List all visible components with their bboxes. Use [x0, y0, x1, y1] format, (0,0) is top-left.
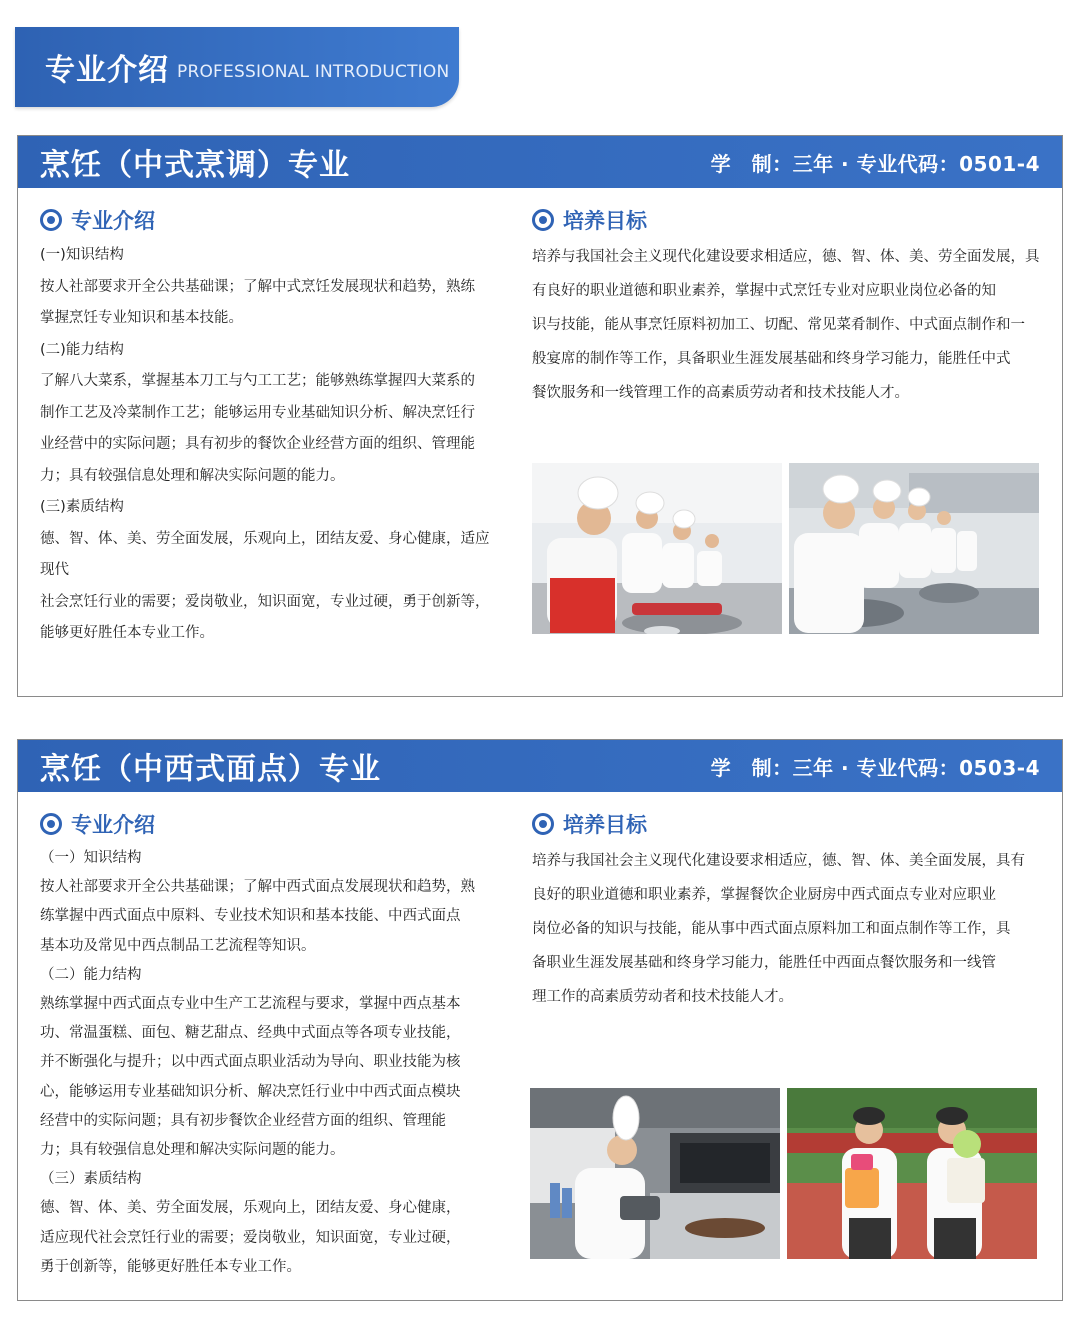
major-card-pastry — [17, 739, 1063, 1301]
intro-column — [40, 810, 500, 1282]
text-line: 力；具有较强信息处理和解决实际问题的能力。 — [40, 1142, 345, 1159]
intro-heading-label: 专业介绍 — [71, 209, 155, 233]
section-header-tab — [15, 27, 459, 107]
section-title-zh: 专业介绍 — [45, 53, 169, 88]
text-line: 基本功及常见中西点制品工艺流程等知识。 — [40, 937, 316, 954]
major-card-chinese-cooking — [17, 135, 1063, 697]
intro-heading — [40, 810, 500, 838]
text-line: （一）知识结构 — [40, 850, 142, 866]
target-circle-icon — [40, 813, 62, 835]
target-circle-icon — [40, 209, 62, 231]
intro-column — [40, 206, 500, 650]
text-line: 按人社部要求开全公共基础课；了解中西式面点发展现状和趋势，熟 — [40, 879, 475, 896]
major-meta: 学 制：三年 · 专业代码：0501-4 — [710, 151, 1040, 176]
text-line: 备职业生涯发展基础和终身学习能力，能胜任中西面点餐饮服务和一线管 — [532, 955, 996, 971]
intro-heading-label: 专业介绍 — [71, 813, 155, 837]
text-line: （三）素质结构 — [40, 1171, 142, 1188]
text-line: 并不断强化与提升；以中西式面点职业活动为导向、职业技能为核 — [40, 1054, 461, 1071]
text-line: 经营中的实际问题；具有初步餐饮企业经营方面的组织、管理能 — [40, 1112, 446, 1129]
intro-text — [40, 240, 500, 650]
photo-students-wok — [789, 463, 1039, 634]
photo-students-cutting — [532, 463, 782, 634]
text-line: 熟练掌握中西式面点专业中生产工艺流程与要求，掌握中西点基本 — [40, 996, 461, 1013]
text-line: (一)知识结构 — [40, 247, 124, 263]
text-line: 良好的职业道德和职业素养，掌握餐饮企业厨房中西式面点专业对应职业 — [532, 887, 996, 903]
text-line: 功、常温蛋糕、面包、糖艺甜点、经典中式面点等各项专业技能， — [40, 1025, 461, 1042]
goal-heading — [532, 206, 1042, 234]
text-line: (三)素质结构 — [40, 499, 124, 515]
text-line: 能够更好胜任本专业工作。 — [40, 625, 214, 641]
major-title-bar — [18, 136, 1062, 188]
goal-heading-label: 培养目标 — [563, 209, 647, 233]
text-line: 培养与我国社会主义现代化建设要求相适应，德、智、体、美、劳全面发展，具 — [532, 249, 1040, 265]
target-circle-icon — [532, 209, 554, 231]
text-line: 般宴席的制作等工作，具备职业生涯发展基础和终身学习能力，能胜任中式 — [532, 351, 1011, 367]
goal-column — [532, 206, 1042, 410]
goal-heading-label: 培养目标 — [563, 813, 647, 837]
text-line: 练掌握中西式面点中原料、专业技术知识和基本技能、中西式面点 — [40, 908, 461, 925]
text-line: 勇于创新等，能够更好胜任本专业工作。 — [40, 1258, 301, 1275]
text-line: 了解八大菜系，掌握基本刀工与勺工工艺；能够熟练掌握四大菜系的 — [40, 373, 475, 389]
text-line: 理工作的高素质劳动者和技术技能人才。 — [532, 989, 793, 1005]
text-line: 社会烹饪行业的需要；爱岗敬业，知识面宽，专业过硬，勇于创新等， — [40, 593, 490, 610]
goal-text — [532, 240, 1042, 410]
photo-students-cakes — [787, 1088, 1037, 1259]
major-meta: 学 制：三年 · 专业代码：0503-4 — [710, 755, 1040, 780]
goal-column — [532, 810, 1042, 1014]
section-title-en: PROFESSIONAL INTRODUCTION — [177, 62, 450, 82]
text-line: 识与技能，能从事烹饪原料初加工、切配、常见菜肴制作、中式面点制作和一 — [532, 317, 1025, 333]
target-circle-icon — [532, 813, 554, 835]
text-line: 按人社部要求开全公共基础课；了解中式烹饪发展现状和趋势，熟练 — [40, 278, 475, 295]
text-line: 适应现代社会烹饪行业的需要；爱岗敬业，知识面宽，专业过硬， — [40, 1229, 461, 1246]
goal-text — [532, 844, 1042, 1014]
intro-text — [40, 844, 500, 1282]
text-line: 有良好的职业道德和职业素养，掌握中式烹饪专业对应职业岗位必备的知 — [532, 283, 996, 299]
goal-heading — [532, 810, 1042, 838]
text-line: 制作工艺及冷菜制作工艺；能够运用专业基础知识分析、解决烹饪行 — [40, 404, 475, 421]
major-title: 烹饪（中式烹调）专业 — [40, 148, 350, 183]
text-line: 业经营中的实际问题；具有初步的餐饮企业经营方面的组织、管理能 — [40, 436, 475, 452]
text-line: 心，能够运用专业基础知识分析、解决烹饪行业中中西式面点模块 — [40, 1083, 461, 1100]
intro-heading — [40, 206, 500, 234]
major-title-bar — [18, 740, 1062, 792]
text-line: 岗位必备的知识与技能，能从事中西式面点原料加工和面点制作等工作，具 — [532, 921, 1011, 937]
text-line: 掌握烹饪专业知识和基本技能。 — [40, 310, 243, 326]
text-line: 力；具有较强信息处理和解决实际问题的能力。 — [40, 467, 345, 484]
text-line: 培养与我国社会主义现代化建设要求相适应，德、智、体、美全面发展，具有 — [532, 853, 1025, 869]
photo-pastry-chef-oven — [530, 1088, 780, 1259]
text-line: 德、智、体、美、劳全面发展，乐观向上，团结友爱、身心健康，适应现代 — [40, 530, 490, 578]
text-line: （二）能力结构 — [40, 966, 142, 983]
text-line: (二)能力结构 — [40, 341, 124, 358]
text-line: 餐饮服务和一线管理工作的高素质劳动者和技术技能人才。 — [532, 385, 909, 401]
major-title: 烹饪（中西式面点）专业 — [40, 752, 381, 787]
text-line: 德、智、体、美、劳全面发展，乐观向上，团结友爱、身心健康， — [40, 1200, 461, 1217]
